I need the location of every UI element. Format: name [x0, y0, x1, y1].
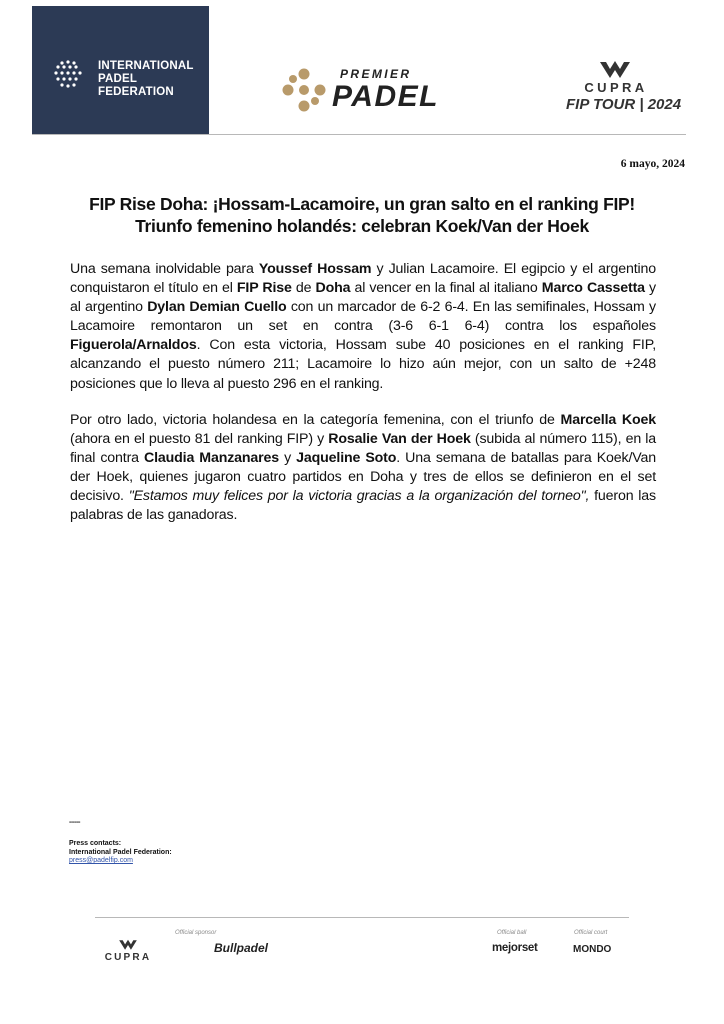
text: . Con esta victoria, Hossam sube 40 posiciones en el ranking FIP, alcanzando el puesto número 211; Lacamoire lo hizo aún mejor, con un salto de +248 posiciones que lo lleva al puesto 296 en el ranking. — [70, 337, 656, 392]
player-name: Rosalie Van der Hoek — [328, 431, 471, 448]
official-court-caption: Official court — [574, 930, 608, 936]
ipf-line: PADEL — [98, 73, 138, 85]
premier-padel-star-icon — [281, 67, 327, 113]
official-sponsor-caption: Official sponsor — [175, 930, 217, 936]
text: y Julian Lacamoire. El egipcio y el argentino conquistaron el título en el — [70, 261, 656, 297]
press-email-link[interactable]: press@padelfip.com — [69, 857, 133, 864]
footer-divider — [95, 917, 629, 918]
text: con un marcador de 6-2 6-4. En las semifinales, Hossam y Lacamoire remontaron un set en contra (3-6 6-1 6-4) contra los españoles — [70, 299, 656, 335]
ipf-line: INTERNATIONAL — [98, 60, 194, 72]
city-name: Doha — [315, 280, 351, 297]
text: (subida al número 115), en la final contra — [70, 431, 656, 467]
press-contacts — [69, 840, 172, 857]
mondo-logo: MONDO — [573, 944, 612, 955]
text: fueron las palabras de las ganadoras. — [70, 488, 656, 524]
text: . Una semana de batallas para Koek/Van der Hoek, quienes jugaron cuatro partidos en Doha y tres de ellos se definieron en el set decisivo. — [70, 450, 657, 505]
text: (ahora en el puesto 81 del ranking FIP) y — [70, 431, 329, 448]
cupra-word: CUPRA — [584, 80, 648, 95]
ipf-logo-block — [32, 6, 209, 135]
premier-padel-word: PADEL — [332, 80, 439, 113]
header-divider — [32, 134, 686, 135]
cupra-logo-icon — [598, 60, 632, 80]
bullpadel-logo: Bullpadel — [214, 941, 269, 955]
text: de — [291, 280, 316, 297]
headline-line-1: FIP Rise Doha: ¡Hossam-Lacamoire, un gran salto en el ranking FIP! — [89, 194, 635, 214]
separator-dashes: ------ — [69, 819, 80, 826]
ipf-line: FEDERATION — [98, 86, 174, 98]
headline — [60, 193, 664, 237]
player-name: Marco Cassetta — [541, 280, 645, 297]
premier-padel-small: PREMIER — [340, 67, 412, 81]
player-name: Dylan Demian Cuello — [147, 299, 287, 316]
quote: "Estamos muy felices por la victoria gracias a la organización del torneo", — [128, 488, 590, 505]
press-contacts-label: Press contacts: — [69, 840, 122, 847]
player-name: Marcella Koek — [560, 412, 656, 428]
cupra-footer-word: CUPRA — [104, 952, 152, 963]
press-date: 6 mayo, 2024 — [620, 158, 685, 170]
player-name: Claudia Manzanares — [144, 450, 280, 467]
ipf-name — [98, 60, 194, 99]
tournament-name: FIP Rise — [236, 280, 292, 297]
paragraph-1 — [70, 260, 656, 394]
player-name: Figuerola/Arnaldos — [70, 337, 197, 354]
text: Una semana inolvidable para — [70, 261, 259, 277]
player-name: Youssef Hossam — [258, 261, 372, 277]
text: al vencer en la final al italiano — [350, 280, 542, 297]
mejorset-logo: mejorset — [492, 942, 538, 954]
text: y al argentino — [70, 280, 656, 316]
text: y — [279, 450, 297, 467]
cupra-footer-logo-icon — [118, 939, 138, 951]
fip-tour-2024: FIP TOUR | 2024 — [566, 96, 682, 113]
headline-line-2: Triunfo femenino holandés: celebran Koek/Van der Hoek — [135, 216, 589, 236]
official-ball-caption: Official ball — [497, 930, 527, 936]
press-contacts-org: International Padel Federation: — [69, 848, 172, 856]
player-name: Jaqueline Soto — [296, 450, 397, 467]
text: Por otro lado, victoria holandesa en la categoría femenina, con el triunfo de — [70, 412, 561, 428]
padel-ball-icon — [52, 58, 84, 90]
paragraph-2 — [70, 411, 656, 526]
